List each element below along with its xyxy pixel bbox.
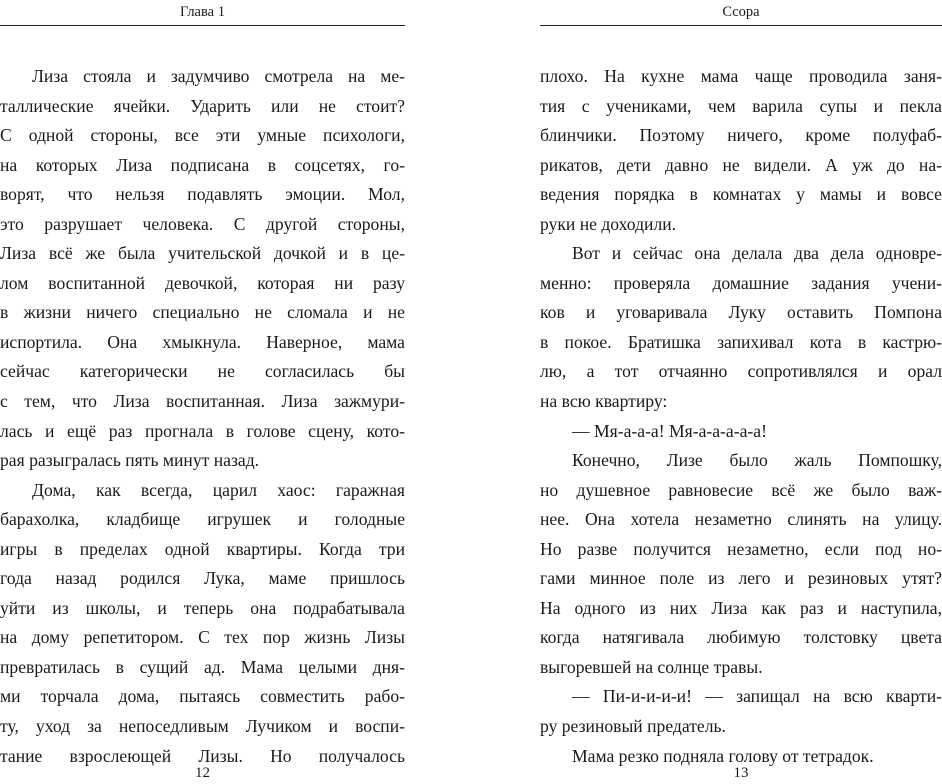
body-text xyxy=(0,62,405,771)
text-line: уйти из школы, и теперь она подрабатывала xyxy=(0,597,405,618)
text-line: Мама резко подняла голову от тетрадок. xyxy=(572,745,874,766)
text-line: на всю квартиру: xyxy=(540,391,668,412)
text-line: руки не доходили. xyxy=(540,213,677,234)
text-line: лю, а тот отчаянно сопротивлялся и орал xyxy=(540,361,942,382)
body-text xyxy=(540,62,942,771)
text-line: плохо. На кухне мама чаще проводила заня- xyxy=(540,66,942,86)
text-line: ведения порядка в комнатах у мамы и вовсе xyxy=(540,184,942,205)
running-head: Ссора xyxy=(722,4,760,20)
text-line: игры в пределах одной квартиры. Когда три xyxy=(0,538,405,559)
text-line: Вот и сейчас она делала два дела одновре- xyxy=(572,243,942,264)
text-line: ру резиновый предатель. xyxy=(540,716,726,737)
right-page xyxy=(540,0,942,784)
text-line: превратилась в сущий ад. Мама целыми дня- xyxy=(0,656,405,677)
text-line: в покое. Братишка запихивал кота в кастрю- xyxy=(540,331,942,352)
text-line: менно: проверяла домашние задания учени- xyxy=(540,272,942,293)
running-head: Глава 1 xyxy=(180,4,225,20)
text-line: Лиза всё же была учительской дочкой и в це- xyxy=(0,243,405,264)
text-line: ми торчала дома, пытаясь совместить рабо- xyxy=(0,686,405,707)
text-line: Лиза стояла и задумчиво смотрела на ме- xyxy=(32,66,405,86)
text-line: — Пи-и-и-и-и! — запищал на всю кварти- xyxy=(572,686,942,707)
text-line: ворят, что нельзя подавлять эмоции. Мол, xyxy=(0,184,405,205)
text-line: гами минное поле из лего и резиновых утят? xyxy=(540,568,942,589)
text-line: Дома, как всегда, царил хаос: гаражная xyxy=(32,479,405,500)
text-line: года назад родился Лука, маме пришлось xyxy=(0,568,405,589)
text-line: но душевное равновесие всё же было важ- xyxy=(540,479,942,500)
text-line: тание взрослеющей Лизы. Но получалось xyxy=(0,745,405,766)
text-line: ков и уговаривала Луку оставить Помпона xyxy=(540,302,942,323)
text-line: Конечно, Лизе было жаль Помпошку, xyxy=(572,450,942,471)
text-line: выгоревшей на солнце травы. xyxy=(540,656,763,677)
text-line: тия с учениками, чем варила супы и пекла xyxy=(540,95,942,116)
text-line: это разрушает человека. С другой стороны, xyxy=(0,213,405,234)
text-line: Но разве получится незаметно, если под но- xyxy=(540,538,942,559)
text-line: с тем, что Лиза воспитанная. Лиза зажмури- xyxy=(0,391,405,412)
text-line: рикатов, дети давно не видели. А уж до на- xyxy=(540,154,942,175)
text-line: С одной стороны, все эти умные психологи, xyxy=(0,125,405,146)
text-line: на дому репетитором. С тех пор жизнь Лизы xyxy=(0,627,405,648)
text-line: ту, уход за непоседливым Лучиком и воспи- xyxy=(0,716,405,737)
text-line: лом воспитанной девочкой, которая ни разу xyxy=(0,272,405,293)
page-number: 12 xyxy=(195,765,210,781)
text-line: барахолка, кладбище игрушек и голодные xyxy=(0,509,405,530)
text-line: испортила. Она хмыкнула. Наверное, мама xyxy=(0,331,405,352)
left-page xyxy=(0,0,405,784)
text-line: на которых Лиза подписана в соцсетях, го- xyxy=(0,154,405,175)
page-number: 13 xyxy=(733,765,749,781)
text-line: сейчас категорически не согласилась бы xyxy=(0,361,405,382)
text-line: блинчики. Поэтому ничего, кроме полуфаб- xyxy=(540,125,942,146)
header-rule xyxy=(540,25,942,26)
header-rule xyxy=(0,25,405,26)
text-line: На одного из них Лиза как раз и наступила, xyxy=(540,597,942,618)
text-line: таллические ячейки. Ударить или не стоит? xyxy=(0,95,405,116)
text-line: рая разыгралась пять минут назад. xyxy=(0,450,260,471)
text-line: нее. Она хотела незаметно слинять на улицу. xyxy=(540,509,942,530)
text-line: лась и ещё раз прогнала в голове сцену, кото- xyxy=(0,420,405,441)
text-line: когда натягивала любимую толстовку цвета xyxy=(540,627,942,648)
text-line: — Мя-а-а-а! Мя-а-а-а-а-а! xyxy=(572,420,767,441)
text-line: в жизни ничего специально не сломала и не xyxy=(0,302,405,323)
